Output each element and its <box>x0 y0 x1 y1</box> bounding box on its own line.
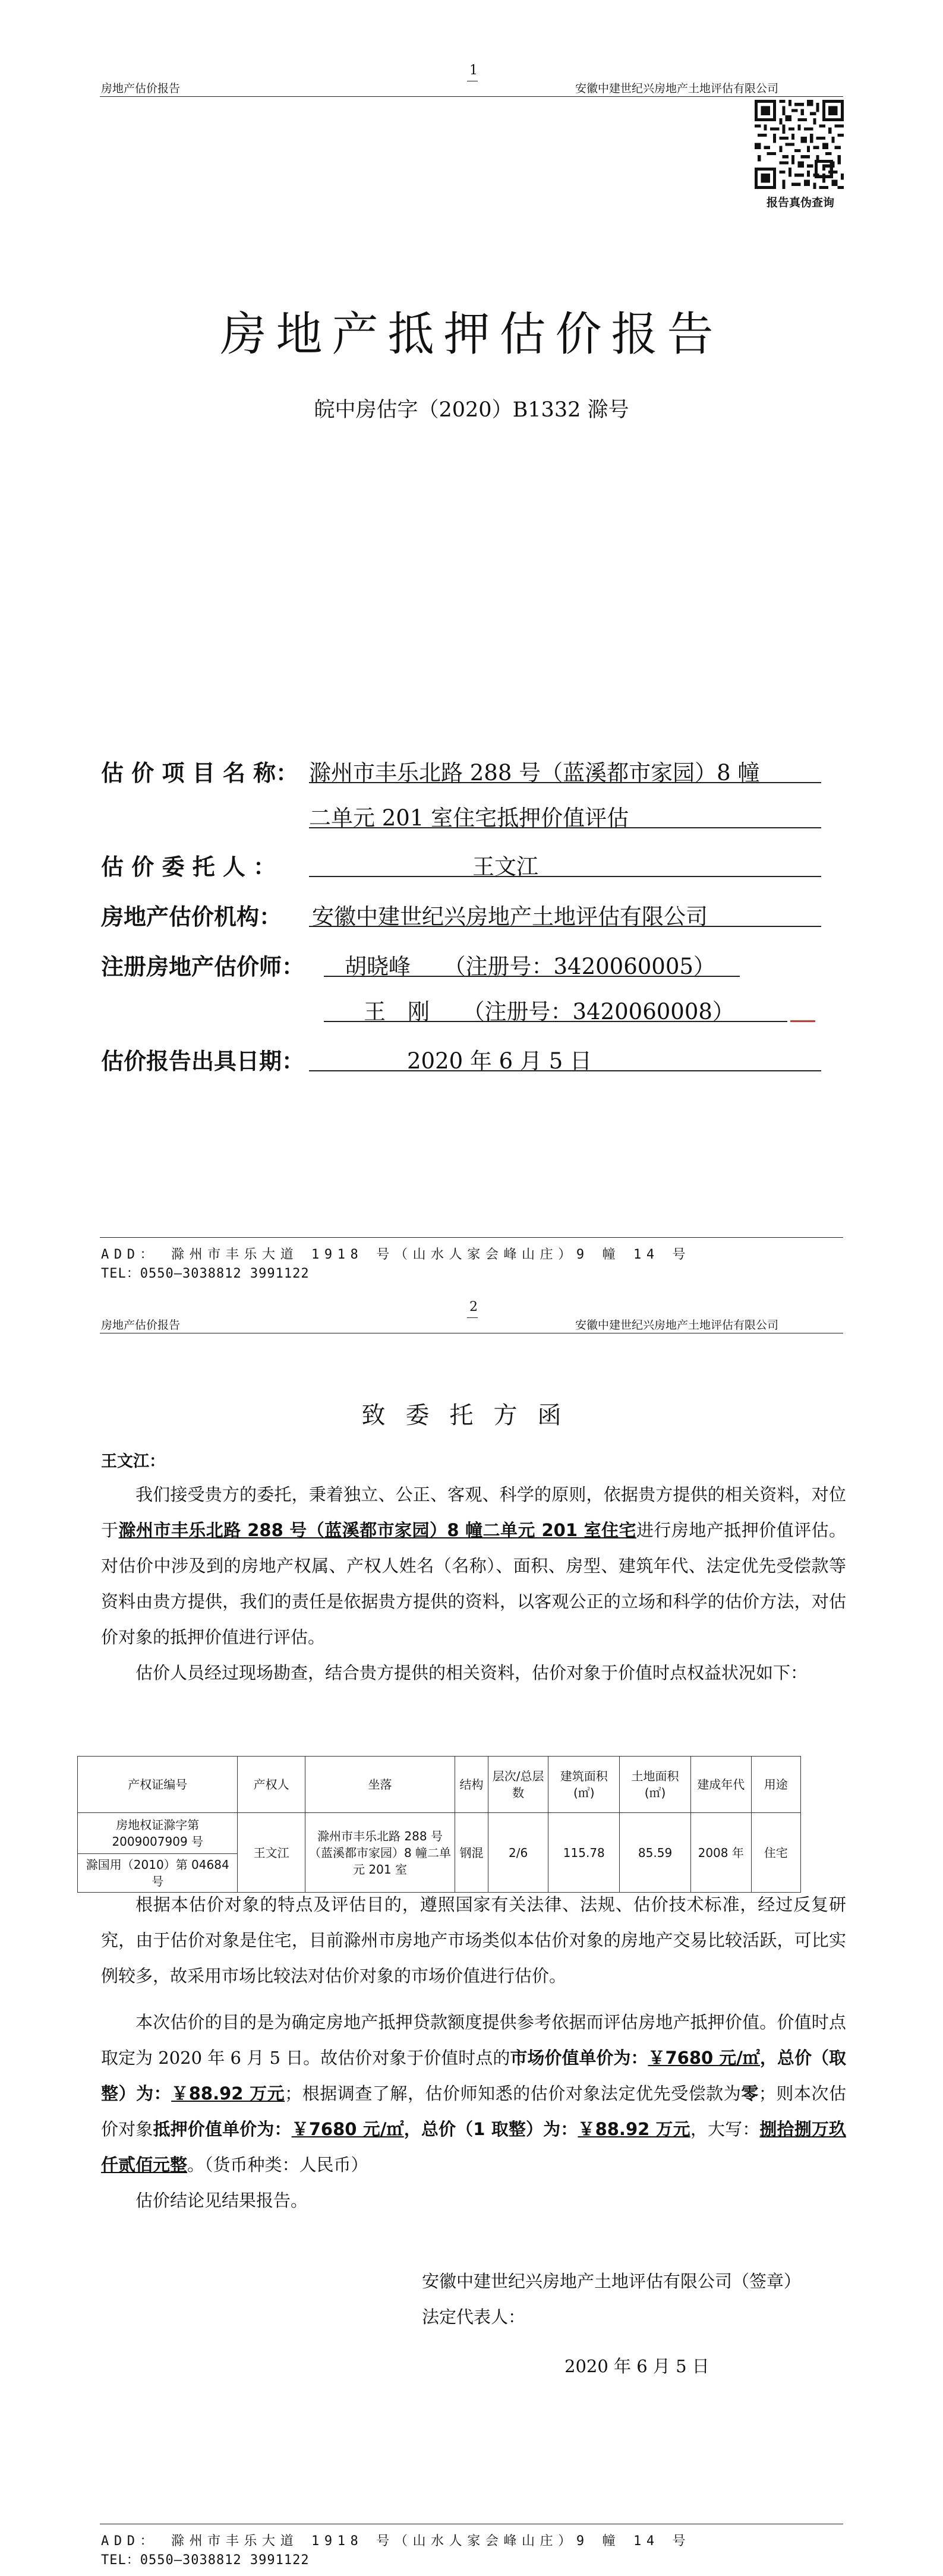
qr-caption: 报告真伪查询 <box>766 196 834 209</box>
table-header: 产权人 <box>238 1757 305 1813</box>
footer-tel: TEL：0550—3038812 3991122 <box>101 2553 310 2568</box>
salutation: 王文江： <box>101 1452 165 1471</box>
paragraph-3: 根据本估价对象的特点及评估目的，遵照国家有关法律、法规、估价技术标准，经过反复研究，由于估价对象是住宅，目前滁州市房地产市场类似本估价对象的房地产交易比较活跃，可比实例较多，故采用市场比较法对估价对象的市场价值进行估价。 <box>101 1894 846 1986</box>
property-address: 滁州市丰乐北路 288 号（蓝溪都市家园）8 幢二单元 201 室住宅 <box>118 1520 636 1540</box>
house-cert-cell: 房地权证滁字第 2009007909 号 <box>78 1813 238 1854</box>
client-underline <box>309 876 821 877</box>
floor-cell: 2/6 <box>488 1813 548 1893</box>
document-number: 皖中房估字（2020）B1332 滁号 <box>314 398 629 422</box>
paragraph-4: 本次估价的目的是为确定房地产抵押贷款额度提供参考依据而评估房地产抵押价值。价值时点取定为 2020 年 6 月 5 日。故估价对象于价值时点的市场价值单价为：￥7680 元/㎡，总价（取整）为：￥88.92 万元；根据调查了解，估价师知悉的估价对象法定优先受偿款为零；则本次估价对象抵押价值单价为：￥7680 元/㎡，总价（1 取整）为：￥88.92 万元，大写：捌拾捌万玖仟贰佰元整。（货币种类：人民币） <box>101 2012 846 2175</box>
appraiser-1-underline <box>324 976 740 977</box>
table-header: 结构 <box>455 1757 488 1813</box>
table-header: 层次/总层数 <box>488 1757 548 1813</box>
owner-cell: 王文江 <box>238 1813 305 1893</box>
project-underline-1 <box>309 782 821 783</box>
page-number-underline <box>467 1317 478 1318</box>
market-unit-price: ￥7680 元/㎡ <box>648 2048 760 2068</box>
project-label: 估 价 项 目 名 称： <box>101 760 299 786</box>
report-page-2 <box>0 1287 943 2576</box>
location-cell: 滁州市丰乐北路 288 号（蓝溪都市家园）8 幢二单元 201 室 <box>305 1813 455 1893</box>
header-right: 安徽中建世纪兴房地产土地评估有限公司 <box>575 82 779 95</box>
signature-representative: 法定代表人： <box>422 2307 526 2327</box>
table-header: 建筑面积(㎡) <box>548 1757 620 1813</box>
report-title: 房地产抵押估价报告 <box>220 308 723 361</box>
amount-in-words: 捌拾捌万玖仟贰佰元整 <box>101 2119 846 2175</box>
table-header: 用途 <box>751 1757 800 1813</box>
header-left: 房地产估价报告 <box>101 1319 181 1332</box>
table-row <box>78 1813 801 1854</box>
footer-tel: TEL：0550—3038812 3991122 <box>101 1266 310 1281</box>
mortgage-total-price: ￥88.92 万元 <box>578 2119 690 2139</box>
year-cell: 2008 年 <box>690 1813 751 1893</box>
signature-company: 安徽中建世纪兴房地产土地评估有限公司（签章） <box>422 2271 802 2291</box>
structure-cell: 钢混 <box>455 1813 488 1893</box>
appraiser-2: 王 刚 （注册号：3420060008） <box>364 999 734 1024</box>
land-cert-cell: 滁国用（2010）第 04684 号 <box>78 1854 238 1893</box>
mortgage-unit-price: ￥7680 元/㎡ <box>291 2119 404 2139</box>
land-area-cell: 85.59 <box>620 1813 691 1893</box>
table-header-row <box>78 1757 801 1813</box>
header-left: 房地产估价报告 <box>101 82 181 95</box>
project-value-line2: 二单元 201 室住宅抵押价值评估 <box>309 805 629 831</box>
date-underline <box>309 1070 821 1071</box>
appraiser-label: 注册房地产估价师： <box>101 954 305 980</box>
agency-value: 安徽中建世纪兴房地产土地评估有限公司 <box>312 904 708 929</box>
paragraph-1: 我们接受贵方的委托，秉着独立、公正、客观、科学的原则，依据贵方提供的相关资料，对位于滁州市丰乐北路 288 号（蓝溪都市家园）8 幢二单元 201 室住宅进行房地产抵押价值评估。对估价中涉及到的房地产权属、产权人姓名（名称）、面积、房型、建筑年代、法定优先受偿款等资料由贵方提供，我们的责任是依据贵方提供的资料，以客观公正的立场和科学的估价方法，对估价对象的抵押价值进行评估。 <box>101 1484 846 1647</box>
date-value: 2020 年 6 月 5 日 <box>407 1048 592 1074</box>
property-rights-table <box>77 1756 801 1893</box>
use-cell: 住宅 <box>751 1813 800 1893</box>
signature-date: 2020 年 6 月 5 日 <box>564 2356 709 2376</box>
building-area-cell: 115.78 <box>548 1813 620 1893</box>
footer-address: ADD： 滁州市丰乐大道 1918 号（山水人家会峰山庄）9 幢 14 号 <box>101 2534 691 2549</box>
report-page-1 <box>0 0 943 1287</box>
paragraph-2: 估价人员经过现场勘查，结合贵方提供的相关资料，估价对象于价值时点权益状况如下： <box>135 1663 808 1683</box>
project-value-line1: 滁州市丰乐北路 288 号（蓝溪都市家园）8 幢 <box>309 760 760 786</box>
footer-address: ADD： 滁州市丰乐大道 1918 号（山水人家会峰山庄）9 幢 14 号 <box>101 1247 691 1262</box>
qr-code-icon[interactable] <box>755 100 844 189</box>
table-header: 建成年代 <box>690 1757 751 1813</box>
agency-label: 房地产估价机构： <box>101 904 282 930</box>
client-value: 王文江 <box>472 854 538 879</box>
appraiser-1: 胡晓峰 （注册号：3420060005） <box>345 954 715 979</box>
appraiser-2-underline <box>324 1021 787 1022</box>
market-total-price: ￥88.92 万元 <box>171 2083 285 2104</box>
header-right: 安徽中建世纪兴房地产土地评估有限公司 <box>575 1319 779 1332</box>
paragraph-5: 估价结论见结果报告。 <box>135 2190 308 2211</box>
project-underline-2 <box>309 827 821 828</box>
table-header: 坐落 <box>305 1757 455 1813</box>
page-number: 1 <box>469 63 478 78</box>
table-header: 土地面积(㎡) <box>620 1757 691 1813</box>
client-label: 估 价 委 托 人 ： <box>101 854 276 880</box>
red-mark <box>790 1020 815 1022</box>
letter-title: 致委托方函 <box>361 1402 582 1429</box>
page-number: 2 <box>469 1300 478 1314</box>
date-label: 估价报告出具日期： <box>101 1048 305 1074</box>
footer-divider <box>100 1237 843 1238</box>
table-header: 产权证编号 <box>78 1757 238 1813</box>
header-divider <box>100 96 843 97</box>
agency-underline <box>309 926 821 927</box>
